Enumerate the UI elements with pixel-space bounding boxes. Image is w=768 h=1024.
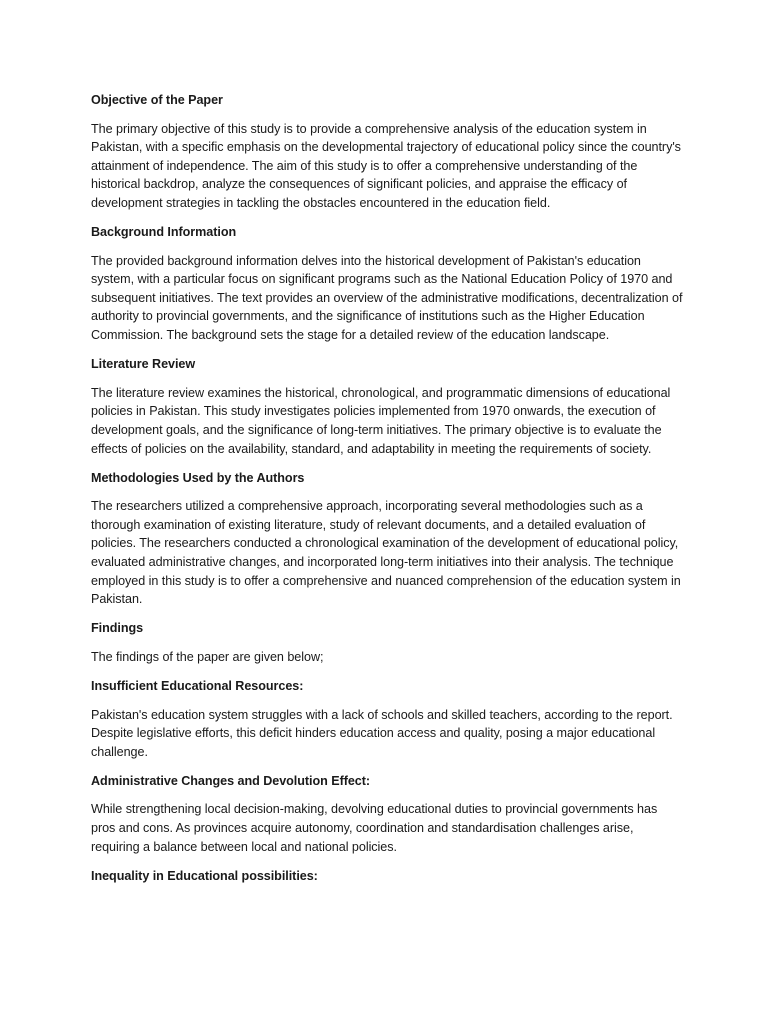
section-paragraph: The provided background information delves into the historical development of Pakistan's education system, with a particular focus on significant programs such as the National Education Policy of 1970 and subsequent initiatives. The text provides an overview of the administrative modifications, decentralization of authority to provincial governments, and the significance of institutions such as the Higher Education Commission. The background sets the stage for a detailed review of the education landscape. [91, 253, 683, 343]
section-heading: Findings [91, 621, 144, 636]
section-heading: Inequality in Educational possibilities: [91, 868, 318, 883]
section-background [91, 223, 683, 345]
section-heading: Methodologies Used by the Authors [91, 470, 305, 485]
section-paragraph: The findings of the paper are given below; [91, 649, 324, 664]
section-methodologies [91, 469, 683, 609]
section-insufficient-resources [91, 677, 683, 761]
section-heading: Objective of the Paper [91, 93, 223, 107]
section-findings [91, 619, 683, 666]
section-paragraph: Pakistan's education system struggles with a lack of schools and skilled teachers, according to the report. Despite legislative efforts, this deficit hinders education access and quality, posing a major educational challenge. [91, 707, 673, 759]
section-paragraph: The researchers utilized a comprehensive approach, incorporating several methodologies such as a thorough examination of existing literature, study of relevant documents, and a detailed evaluation of policies. The researchers conducted a chronological examination of the development of educational policy, evaluated administrative changes, and incorporated long-term initiatives into their analysis. The technique employed in this study is to offer a comprehensive and nuanced comprehension of the education system in Pakistan. [91, 499, 681, 607]
section-literature-review [91, 355, 683, 458]
section-heading: Insufficient Educational Resources: [91, 678, 304, 693]
document-page [91, 91, 683, 895]
section-heading: Administrative Changes and Devolution Effect: [91, 773, 371, 788]
section-administrative-changes [91, 772, 683, 856]
section-paragraph: The primary objective of this study is to provide a comprehensive analysis of the education system in Pakistan, with a specific emphasis on the developmental trajectory of educational policy since the country's attainment of independence. The aim of this study is to offer a comprehensive understanding of the historical backdrop, analyze the consequences of significant policies, and appraise the efficacy of development strategies in tackling the obstacles encountered in the education field. [91, 121, 681, 210]
section-paragraph: While strengthening local decision-making, devolving educational duties to provincial governments has pros and cons. As provinces acquire autonomy, coordination and standardisation challenges arise, requiring a balance between local and national policies. [91, 802, 658, 854]
section-paragraph: The literature review examines the historical, chronological, and programmatic dimensions of educational policies in Pakistan. This study investigates policies implemented from 1970 onwards, the execution of development goals, and the significance of long-term initiatives. The primary objective is to evaluate the effects of policies on the availability, standard, and adaptability in meeting the requirements of society. [91, 385, 671, 456]
section-heading: Literature Review [91, 357, 196, 372]
section-heading: Background Information [91, 225, 237, 240]
section-inequality [91, 867, 683, 886]
section-objective [91, 91, 683, 213]
